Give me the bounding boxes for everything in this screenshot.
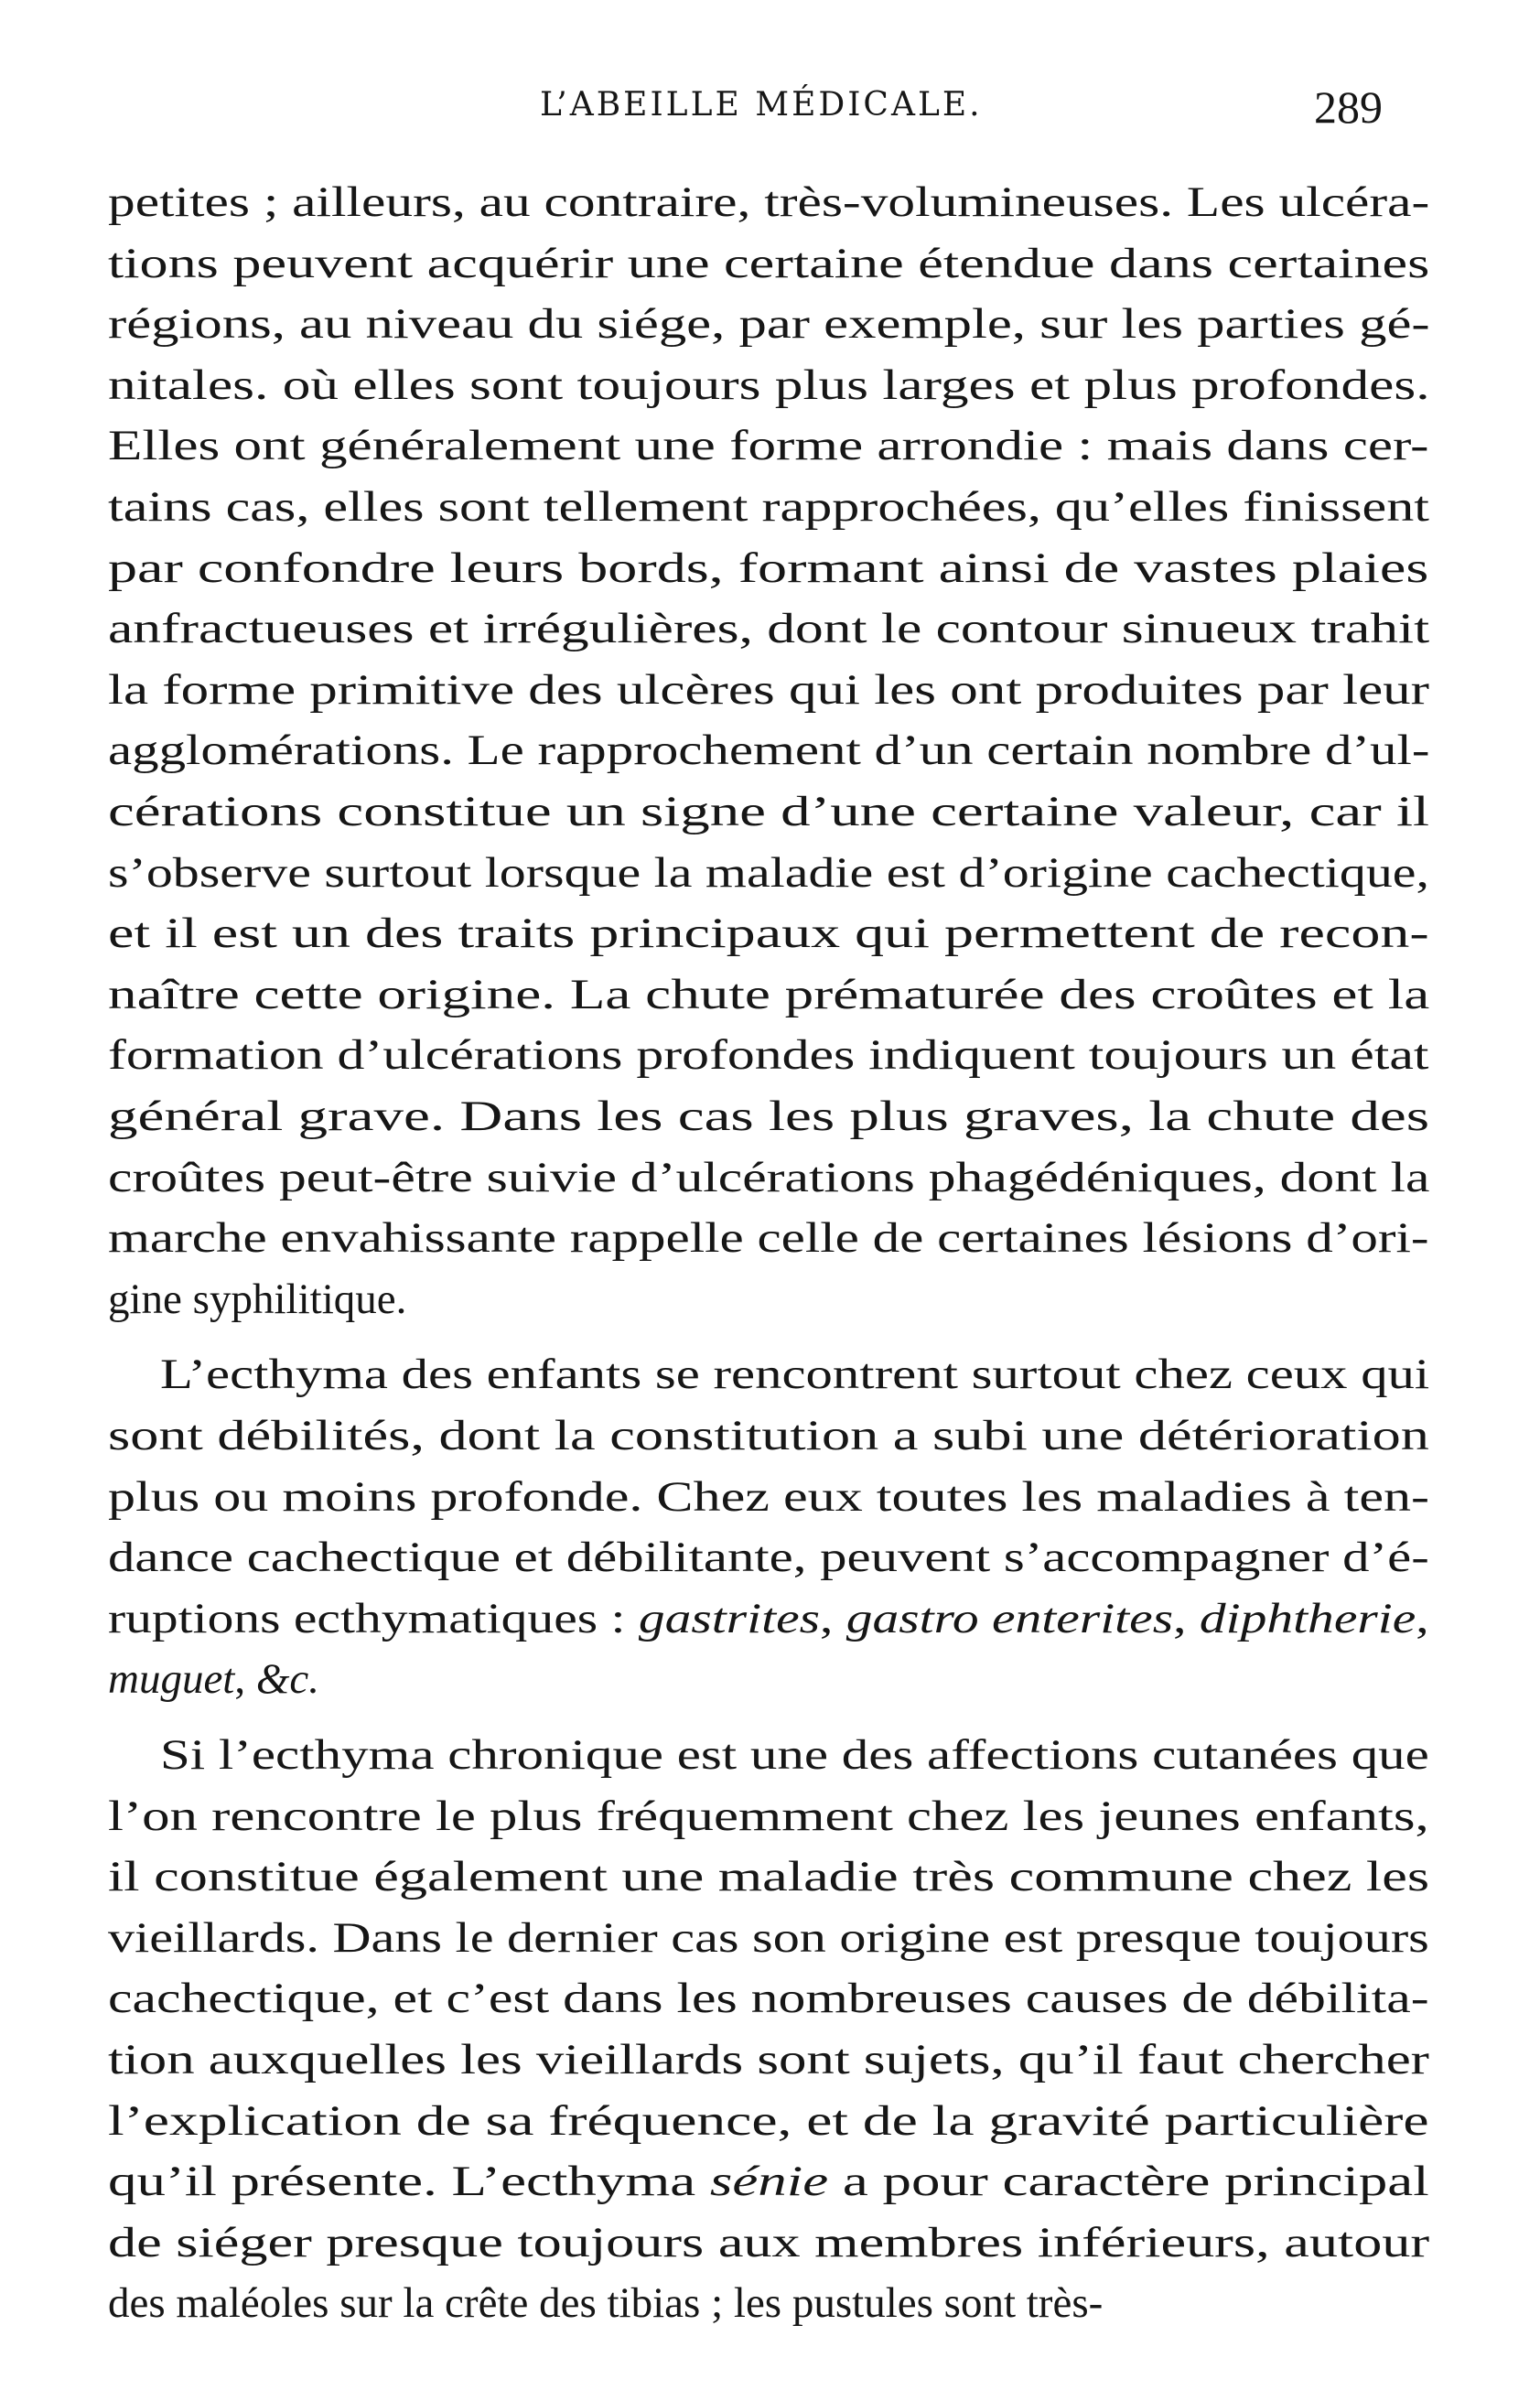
text-line bbox=[108, 1527, 1429, 1588]
text-run: vieillards. Dans le dernier cas son origine est presque toujours bbox=[108, 1913, 1429, 1962]
running-title: L’ABEILLE MÉDICALE. bbox=[540, 86, 983, 124]
text-line bbox=[108, 720, 1429, 781]
text-run: sont débilités, dont la constitution a subi une détérioration bbox=[108, 1412, 1429, 1459]
text-run: cachectique, et c’est dans les nombreuses causes de débilita- bbox=[108, 1975, 1429, 2023]
text-line bbox=[108, 598, 1429, 659]
text-run: tions peuvent acquérir une certaine étendue dans certaines bbox=[108, 239, 1430, 287]
text-line bbox=[108, 903, 1429, 964]
text-line bbox=[108, 1467, 1429, 1527]
text-run: régions, au niveau du siége, par exemple, sur les parties gé- bbox=[108, 300, 1430, 349]
text-run: Elles ont généralement une forme arrondie : mais dans cer- bbox=[108, 422, 1429, 470]
text-run: plus ou moins profonde. Chez eux toutes les maladies à ten- bbox=[108, 1472, 1430, 1521]
text-line bbox=[108, 1025, 1428, 1085]
text-line bbox=[108, 1846, 1429, 1907]
text-run: Si l’ecthyma chronique est une des affections cutanées que bbox=[160, 1731, 1429, 1779]
text-run: , bbox=[1416, 1594, 1429, 1642]
text-line bbox=[160, 1344, 1429, 1405]
text-run: , bbox=[234, 1655, 256, 1704]
text-run: la forme primitive des ulcères qui les ont produites par leur bbox=[108, 665, 1430, 714]
text-line bbox=[108, 1405, 1429, 1466]
text-run: nitales. où elles sont toujours plus larges et plus profondes. bbox=[108, 361, 1430, 409]
text-line bbox=[108, 1649, 319, 1709]
text-run: tains cas, elles sont tellement rapprochées, qu’elles finissent bbox=[108, 483, 1429, 531]
text-run: , bbox=[1173, 1594, 1200, 1642]
text-line bbox=[108, 233, 1429, 294]
text-run: de siéger presque toujours aux membres inférieurs, autour bbox=[108, 2218, 1430, 2266]
text-run: s’observe surtout lorsque la maladie est d’origine cachectique, bbox=[108, 848, 1429, 897]
text-run: l’explication de sa fréquence, et de la gravité particulière bbox=[108, 2096, 1429, 2145]
text-run: croûtes peut-être suivie d’ulcérations phagédéniques, dont la bbox=[108, 1153, 1430, 1201]
text-line bbox=[108, 1786, 1429, 1846]
text-line bbox=[108, 781, 1429, 842]
text-line bbox=[108, 843, 1429, 903]
text-line bbox=[108, 1968, 1429, 2029]
text-run: formation d’ulcérations profondes indiquent toujours un état bbox=[108, 1031, 1429, 1080]
text-line bbox=[108, 1588, 1429, 1649]
text-run: par confondre leurs bords, formant ainsi de vastes plaies bbox=[108, 544, 1429, 592]
text-run: , bbox=[820, 1594, 846, 1642]
italic-run: sénie bbox=[709, 2158, 829, 2206]
text-run: et il est un des traits principaux qui permettent de recon- bbox=[108, 910, 1429, 958]
text-line bbox=[108, 172, 1429, 232]
text-run: cérations constitue un signe d’une certaine valeur, car il bbox=[108, 788, 1430, 835]
text-line bbox=[108, 2212, 1429, 2273]
text-run: l’on rencontre le plus fréquemment chez les jeunes enfants, bbox=[108, 1792, 1429, 1840]
text-run: tion auxquelles les vieillards sont sujets, qu’il faut chercher bbox=[108, 2036, 1429, 2083]
text-line bbox=[108, 2029, 1429, 2090]
text-line bbox=[108, 538, 1428, 598]
text-line bbox=[108, 1147, 1429, 1208]
text-run: petites ; ailleurs, au contraire, très-volumineuses. Les ulcéra- bbox=[108, 178, 1430, 226]
text-run: dance cachectique et débilitante, peuvent s’accompagner d’é- bbox=[108, 1534, 1429, 1582]
text-line bbox=[108, 415, 1429, 476]
text-run: gine syphilitique. bbox=[108, 1275, 407, 1323]
page-number: 289 bbox=[1314, 81, 1383, 133]
italic-run: muguet bbox=[108, 1655, 235, 1704]
text-run: général grave. Dans les cas les plus graves, la chute des bbox=[108, 1093, 1430, 1140]
text-line bbox=[108, 964, 1429, 1025]
text-run: marche envahissante rappelle celle de certaines lésions d’ori- bbox=[108, 1214, 1429, 1263]
text-line bbox=[108, 1269, 406, 1330]
page-header bbox=[0, 81, 1540, 145]
text-line bbox=[108, 1908, 1429, 1968]
text-line bbox=[108, 294, 1430, 354]
text-run: agglomérations. Le rapprochement d’un certain nombre d’ul- bbox=[108, 727, 1430, 775]
text-run: naître cette origine. La chute prématurée des croûtes et la bbox=[108, 970, 1430, 1018]
text-line bbox=[108, 1208, 1429, 1268]
text-line bbox=[108, 355, 1430, 415]
text-line bbox=[108, 2273, 1103, 2333]
text-line bbox=[108, 477, 1429, 537]
text-line bbox=[108, 660, 1429, 720]
text-line bbox=[108, 2151, 1429, 2212]
text-run: qu’il présente. L’ecthyma bbox=[108, 2158, 710, 2206]
italic-run: gastrites bbox=[638, 1594, 821, 1642]
text-line bbox=[108, 1086, 1429, 1147]
text-run: anfractueuses et irrégulières, dont le contour sinueux trahit bbox=[108, 605, 1430, 653]
text-run: L’ecthyma des enfants se rencontrent surtout chez ceux qui bbox=[160, 1351, 1430, 1399]
text-run: il constitue également une maladie très commune chez les bbox=[108, 1853, 1430, 1901]
text-run: a pour caractère principal bbox=[828, 2158, 1429, 2206]
italic-run: &c. bbox=[255, 1655, 320, 1704]
italic-run: diphtherie bbox=[1199, 1594, 1416, 1642]
text-line bbox=[108, 2091, 1429, 2151]
text-run: ruptions ecthymatiques : bbox=[108, 1594, 639, 1642]
italic-run: gastro enterites bbox=[845, 1594, 1174, 1642]
text-run: des maléoles sur la crête des tibias ; les pustules sont très- bbox=[108, 2279, 1104, 2328]
text-line bbox=[160, 1725, 1429, 1785]
